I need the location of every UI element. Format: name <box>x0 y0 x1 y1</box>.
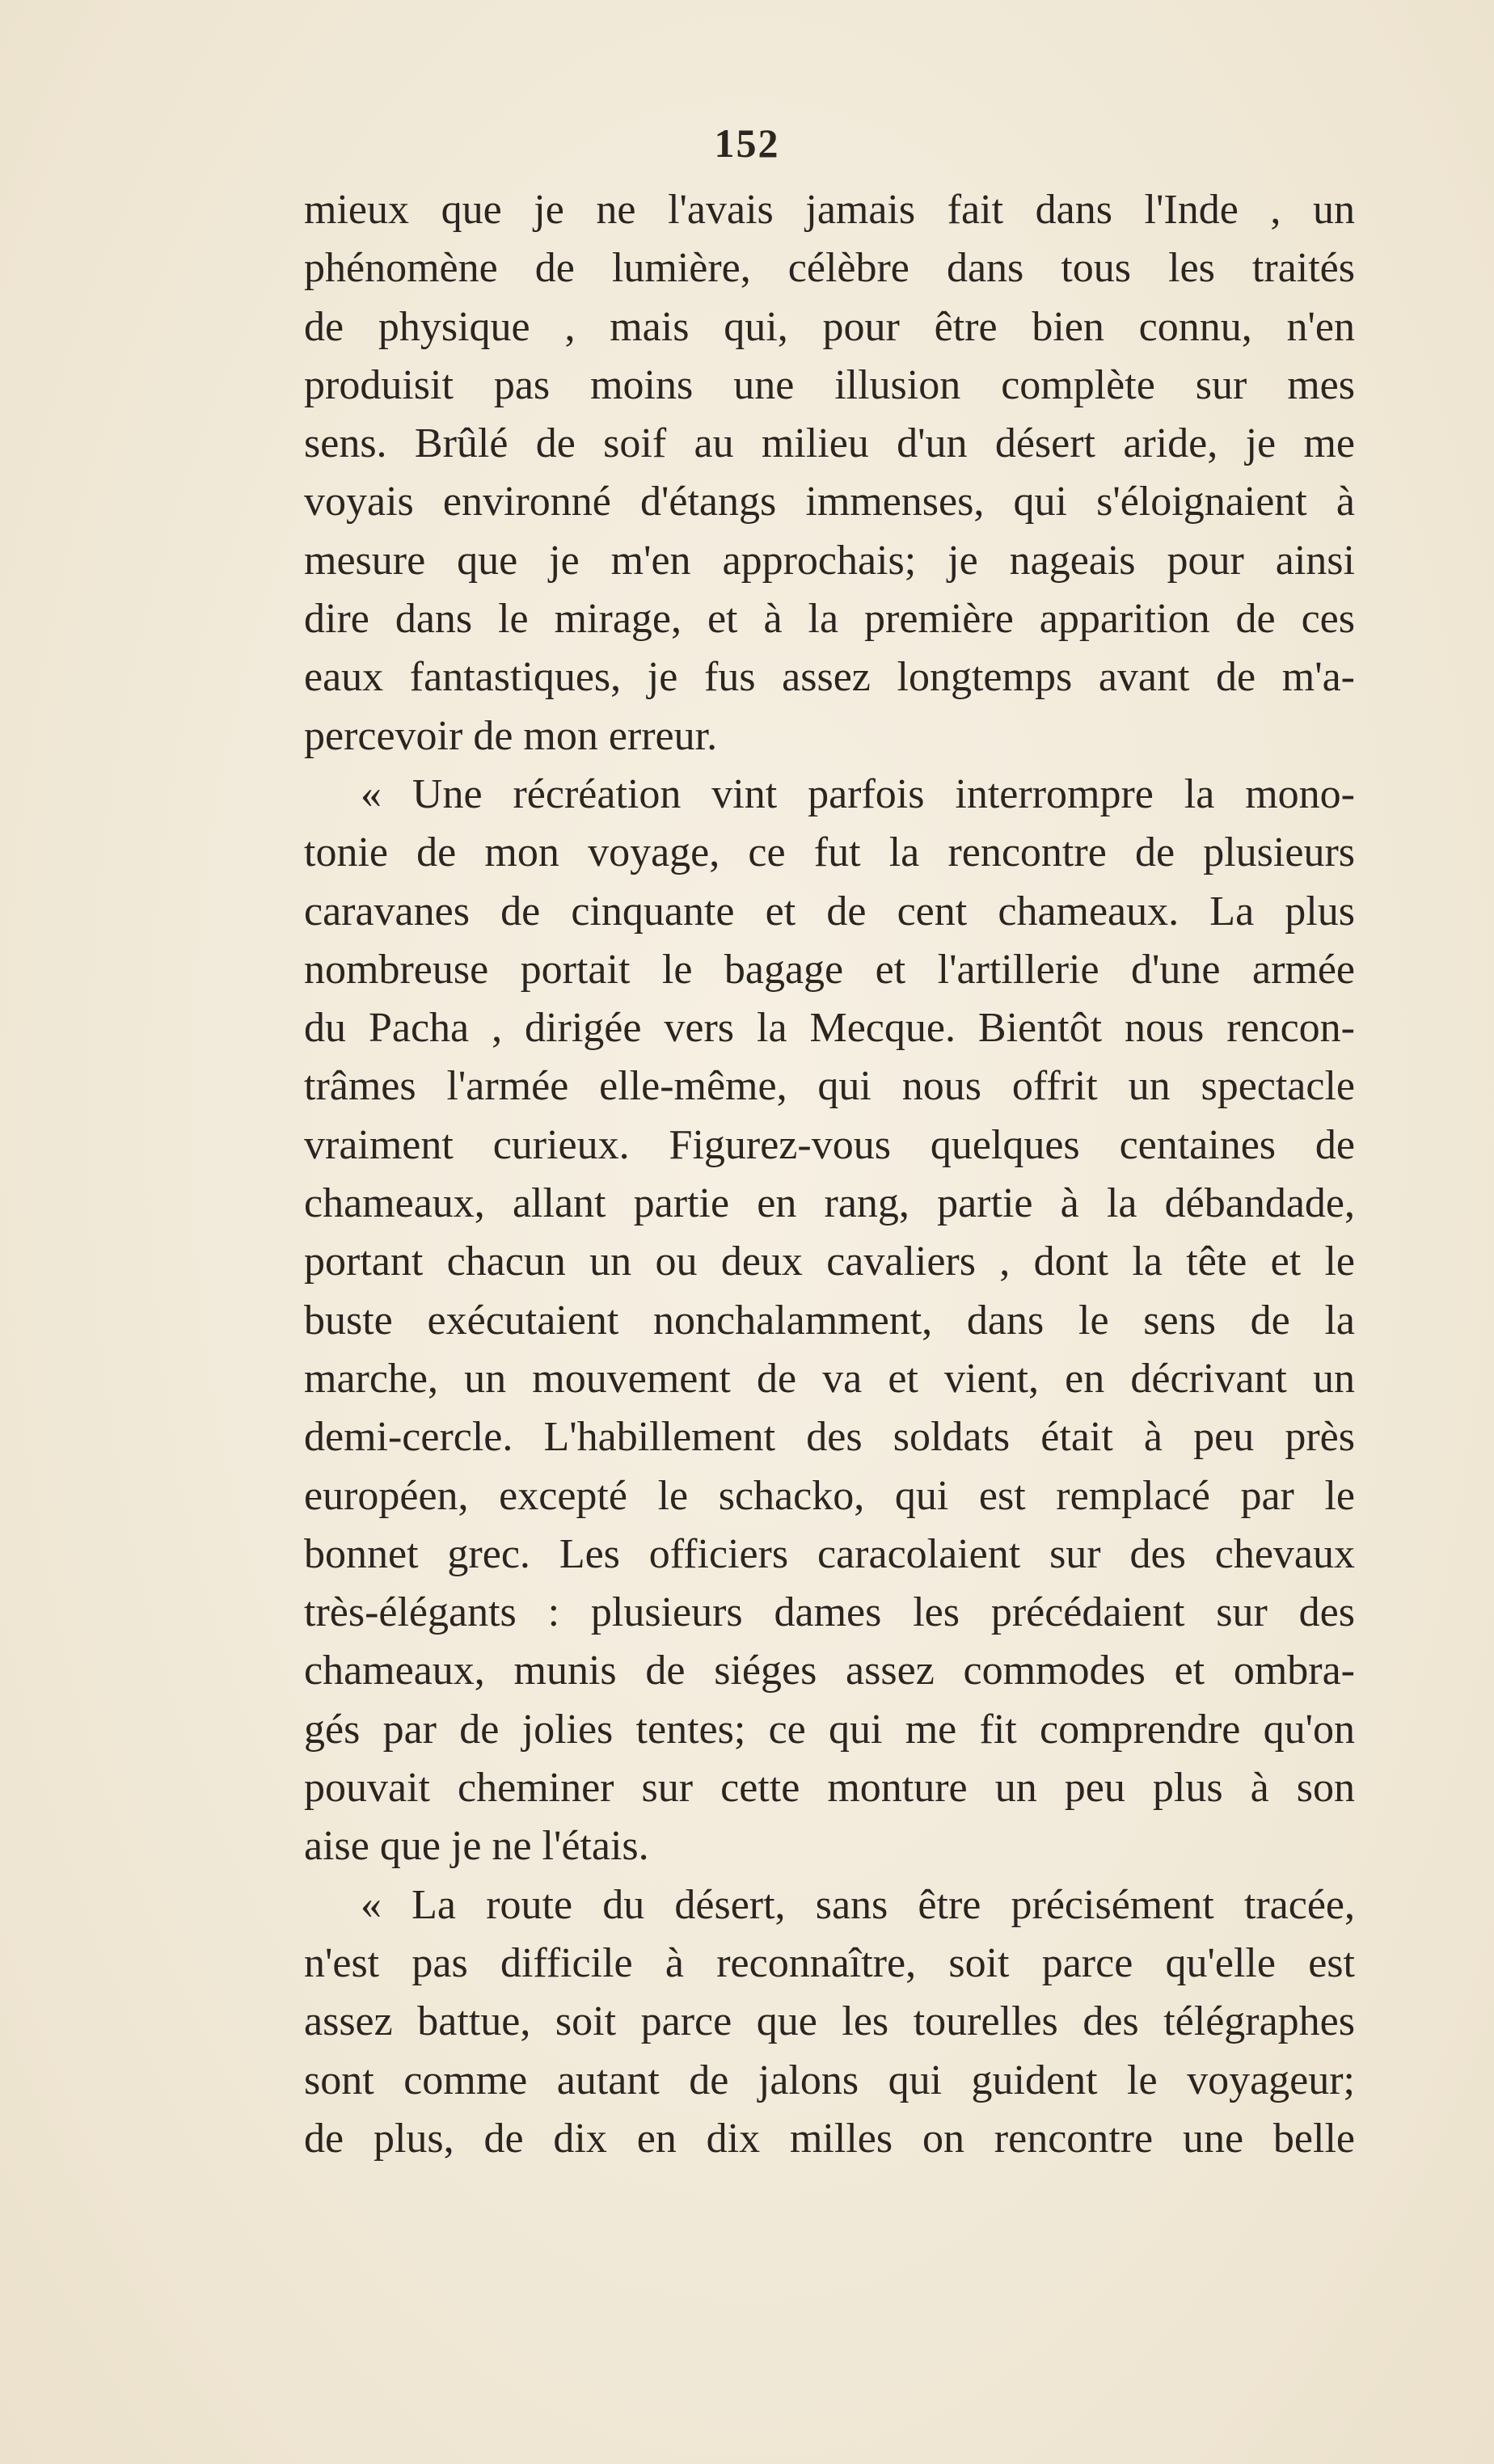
text-line: phénomène de lumière, célèbre dans tous les traités <box>304 245 1355 292</box>
text-line: chameaux, munis de siéges assez commodes et ombra- <box>304 1648 1355 1694</box>
text-line: gés par de jolies tentes; ce qui me fit comprendre qu'on <box>304 1706 1355 1753</box>
text-line: « La route du désert, sans être précisément tracée, <box>361 1881 1355 1928</box>
text-line: aise que je ne l'étais. <box>304 1823 649 1870</box>
text-line: eaux fantastiques, je fus assez longtemps avant de m'a- <box>304 654 1355 701</box>
text-line: vraiment curieux. Figurez-vous quelques centaines de <box>304 1121 1355 1168</box>
text-line: chameaux, allant partie en rang, partie à la débandade, <box>304 1180 1355 1227</box>
text-line: « Une récréation vint parfois interrompre la mono- <box>361 770 1355 817</box>
text-line: caravanes de cinquante et de cent chameaux. La plus <box>304 888 1355 935</box>
text-line: nombreuse portait le bagage et l'artillerie d'une armée <box>304 946 1355 993</box>
text-line: sont comme autant de jalons qui guident le voyageur; <box>304 2057 1355 2103</box>
text-line: demi-cercle. L'habillement des soldats était à peu près <box>304 1414 1355 1461</box>
text-line: pouvait cheminer sur cette monture un peu plus à son <box>304 1765 1355 1812</box>
text-line: trâmes l'armée elle-même, qui nous offrit un spectacle <box>304 1063 1355 1110</box>
text-line: de physique , mais qui, pour être bien connu, n'en <box>304 303 1355 350</box>
text-line: assez battue, soit parce que les tourelles des télégraphes <box>304 1998 1355 2045</box>
body-text <box>304 181 1355 2168</box>
text-line: très-élégants : plusieurs dames les précédaient sur des <box>304 1589 1355 1636</box>
text-line: percevoir de mon erreur. <box>304 712 718 759</box>
text-line: mieux que je ne l'avais jamais fait dans l'Inde , un <box>304 187 1355 233</box>
page-number: 152 <box>714 120 780 166</box>
text-line: tonie de mon voyage, ce fut la rencontre de plusieurs <box>304 829 1355 876</box>
text-line: sens. Brûlé de soif au milieu d'un désert aride, je me <box>304 420 1355 467</box>
text-line: marche, un mouvement de va et vient, en décrivant un <box>304 1355 1355 1402</box>
text-line: européen, excepté le schacko, qui est remplacé par le <box>304 1472 1355 1519</box>
text-line: du Pacha , dirigée vers la Mecque. Bientôt nous rencon- <box>304 1005 1355 1052</box>
text-line: de plus, de dix en dix milles on rencontre une belle <box>304 2115 1355 2162</box>
text-line: n'est pas difficile à reconnaître, soit parce qu'elle est <box>304 1939 1355 1986</box>
text-line: portant chacun un ou deux cavaliers , dont la tête et le <box>304 1238 1355 1285</box>
text-line: mesure que je m'en approchais; je nageais pour ainsi <box>304 537 1355 584</box>
text-line: dire dans le mirage, et à la première apparition de ces <box>304 596 1355 643</box>
text-line: voyais environné d'étangs immenses, qui s'éloignaient à <box>304 479 1355 525</box>
text-line: produisit pas moins une illusion complète sur mes <box>304 361 1355 408</box>
text-line: bonnet grec. Les officiers caracolaient sur des chevaux <box>304 1530 1355 1577</box>
text-line: buste exécutaient nonchalamment, dans le sens de la <box>304 1297 1355 1344</box>
